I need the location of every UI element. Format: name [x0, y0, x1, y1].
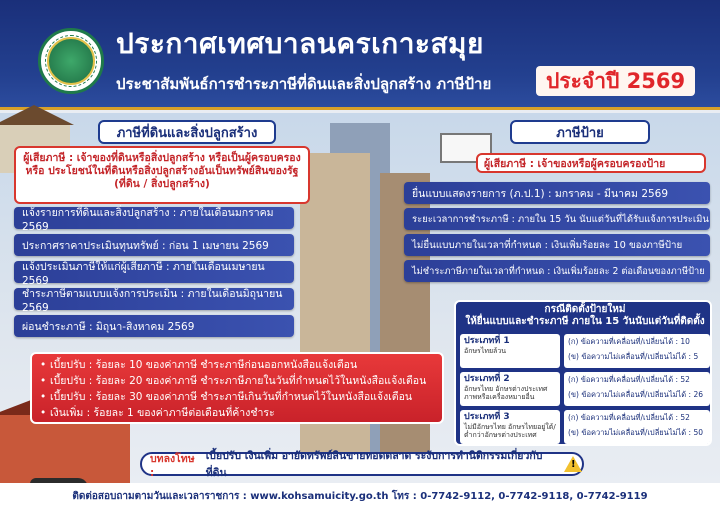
sign-tax-step: ระยะเวลาการชำระภาษี : ภายใน 15 วัน นับแต่วันที่ได้รับแจ้งการประเมิน: [404, 208, 710, 230]
land-tax-step: ประกาศราคาประเมินทุนทรัพย์ : ก่อน 1 เมษายน 2569: [14, 234, 294, 256]
page-title: ประกาศเทศบาลนครเกาะสมุย: [116, 27, 484, 60]
year-badge: ประจำปี 2569: [536, 66, 695, 96]
sign-tax-step: ยื่นแบบแสดงรายการ (ภ.ป.1) : มกราคม - มีนาคม 2569: [404, 182, 710, 204]
land-tax-heading: ภาษีที่ดินและสิ่งปลูกสร้าง: [98, 120, 276, 144]
sign-type-cell: ประเภทที่ 3 ไม่มีอักษรไทย อักษรไทยอยู่ใต้/ต่ำกว่าอักษรต่างประเทศ: [460, 410, 560, 444]
note-text: เบี้ยปรับ เงินเพิ่ม อายัดทรัพย์สินขายทอดตลาด ระงับการทำนิติกรรมเกี่ยวกับที่ดิน: [205, 450, 543, 479]
sign-type-cell: ประเภทที่ 1 อักษรไทยล้วน: [460, 334, 560, 368]
new-sign-panel: [454, 300, 712, 446]
sign-rate-cell: (ก) ข้อความที่เคลื่อนที่/เปลี่ยนได้ : 52 (ข) ข้อความไม่เคลื่อนที่/เปลี่ยนไม่ได้ : 50: [564, 410, 710, 444]
penalty-list: [30, 352, 444, 424]
sign-tax-step: ไม่ยื่นแบบภายในเวลาที่กำหนด : เงินเพิ่มร้อยละ 10 ของภาษีป้าย: [404, 234, 710, 256]
land-taxpayer-box: ผู้เสียภาษี : เจ้าของที่ดินหรือสิ่งปลูกสร้าง หรือเป็นผู้ครอบครอง หรือ ประโยชน์ในที่ดินหรือสิ่งปลูกสร้างอันเป็นทรัพย์สินของรัฐ (ที่ดิน / สิ่งปลูกสร้าง): [14, 146, 310, 204]
contact-footer: ติดต่อสอบถามตามวันและเวลาราชการ : www.kohsamuicity.go.th โทร : 0-7742-9112, 0-7742-9118, 0-7742-9119: [0, 483, 720, 509]
note-label: บทลงโทษ :: [150, 452, 195, 479]
penalty-item: • เบี้ยปรับ : ร้อยละ 30 ของค่าภาษี ชำระภาษีเกินวันที่กำหนดไว้ในหนังสือแจ้งเตือน: [40, 389, 434, 405]
sign-taxpayer-box: ผู้เสียภาษี : เจ้าของหรือผู้ครอบครองป้าย: [476, 153, 706, 173]
land-tax-step: ชำระภาษีตามแบบแจ้งการประเมิน : ภายในเดือนมิถุนายน 2569: [14, 288, 294, 310]
sign-rate-cell: (ก) ข้อความที่เคลื่อนที่/เปลี่ยนได้ : 52 (ข) ข้อความไม่เคลื่อนที่/เปลี่ยนไม่ได้ : 26: [564, 372, 710, 406]
header-banner: [0, 0, 720, 110]
sign-rate-cell: (ก) ข้อความที่เคลื่อนที่/เปลี่ยนได้ : 10 (ข) ข้อความไม่เคลื่อนที่/เปลี่ยนไม่ได้ : 5: [564, 334, 710, 368]
penalty-note: [140, 450, 584, 479]
penalty-item: • เบี้ยปรับ : ร้อยละ 10 ของค่าภาษี ชำระภาษีก่อนออกหนังสือแจ้งเตือน: [40, 357, 434, 373]
penalty-item: • เงินเพิ่ม : ร้อยละ 1 ของค่าภาษีต่อเดือนที่ค้างชำระ: [40, 405, 434, 421]
land-tax-step: แจ้งประเมินภาษีให้แก่ผู้เสียภาษี : ภายในเดือนเมษายน 2569: [14, 261, 294, 283]
penalty-item: • เบี้ยปรับ : ร้อยละ 20 ของค่าภาษี ชำระภาษีภายในวันที่กำหนดไว้ในหนังสือแจ้งเตือน: [40, 373, 434, 389]
new-sign-title: กรณีติดตั้งป้ายใหม่ ให้ยื่นแบบและชำระภาษี ภายใน 15 วันนับแต่วันที่ติดตั้ง: [465, 304, 705, 327]
sign-tax-heading: ภาษีป้าย: [510, 120, 650, 144]
land-tax-step: ผ่อนชำระภาษี : มิถุนา-สิงหาคม 2569: [14, 315, 294, 337]
warning-icon: !: [564, 456, 582, 472]
sign-tax-step: ไม่ชำระภาษีภายในเวลาที่กำหนด : เงินเพิ่มร้อยละ 2 ต่อเดือนของภาษีป้าย: [404, 260, 710, 282]
sign-type-cell: ประเภทที่ 2 อักษรไทย อักษรต่างประเทศ ภาพหรือเครื่องหมายอื่น: [460, 372, 560, 406]
municipal-seal-icon: [38, 28, 104, 94]
page-subtitle: ประชาสัมพันธ์การชำระภาษีที่ดินและสิ่งปลูกสร้าง ภาษีป้าย: [116, 75, 492, 93]
land-tax-step: แจ้งรายการที่ดินและสิ่งปลูกสร้าง : ภายในเดือนมกราคม 2569: [14, 207, 294, 229]
